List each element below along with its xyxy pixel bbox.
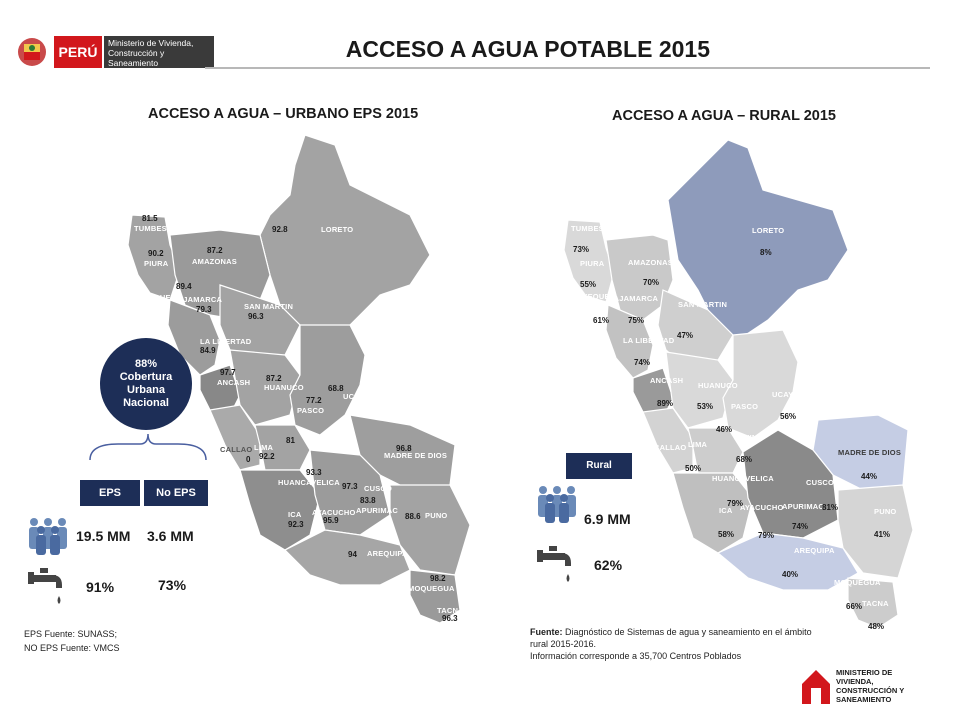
rural-label-la-libertad: LA LIBERTAD (623, 336, 675, 345)
footer-line-4: SANEAMIENTO (836, 695, 892, 704)
value-moquegua: 98.2 (430, 574, 446, 583)
value-huanuco: 87.2 (266, 374, 282, 383)
label-ancash: ANCASH (217, 378, 251, 387)
rural-value-ucayali: 56% (780, 412, 797, 421)
noeps-label: No EPS (144, 480, 208, 506)
rural-label-pasco: PASCO (731, 402, 759, 411)
rural-label-cajamarca: CAJAMARCA (608, 294, 659, 303)
label-junin: JUNIN (306, 436, 330, 445)
rural-value-san-martin: 47% (677, 331, 694, 340)
rural-label-huancavelica: HUANCAVELICA (712, 474, 774, 483)
label-cusco: CUSCO (364, 484, 393, 493)
rural-label-junin: JUNIN (734, 433, 758, 442)
noeps-population: 3.6 MM (147, 528, 194, 544)
rural-value-ancash: 89% (657, 399, 674, 408)
rural-label-apurimac: APURIMAC (782, 502, 825, 511)
rural-label-huanuco: HUANUCO (698, 381, 738, 390)
rural-population: 6.9 MM (584, 511, 631, 527)
rural-label-tumbes: TUMBES (571, 224, 604, 233)
value-amazonas: 87.2 (207, 246, 223, 255)
label-callao: CALLAO (220, 445, 253, 454)
value-callao: 0 (246, 455, 251, 464)
rural-label-arequipa: AREQUIPA (794, 546, 835, 555)
urban-coverage-circle (100, 338, 192, 430)
label-amazonas: AMAZONAS (192, 257, 237, 266)
rural-label-lambayeque: LAMBAYEQUE (555, 292, 610, 301)
label-tumbes: TUMBES (134, 224, 167, 233)
label-huanuco: HUANUCO (264, 383, 304, 392)
footer-line-1: MINISTERIO DE (836, 668, 893, 677)
label-lambayeque: LAMBAYEQUE (116, 293, 171, 302)
urban-source-1: EPS Fuente: SUNASS; (24, 629, 118, 639)
label-moquegua: MOQUEGUA (408, 584, 455, 593)
peru-logo-text: PERÚ (54, 36, 102, 68)
rural-label-ancash: ANCASH (650, 376, 684, 385)
rural-water-tap-icon (537, 544, 577, 586)
brace-icon (88, 432, 208, 462)
rural-value-tacna: 48% (868, 622, 885, 631)
label-la-libertad: LA LIBERTAD (200, 337, 252, 346)
rural-people-icon (533, 484, 581, 524)
rural-value-ica: 58% (718, 530, 735, 539)
value-ica: 92.3 (288, 520, 304, 529)
rural-title: ACCESO A AGUA – RURAL 2015 (612, 108, 836, 124)
label-arequipa: AREQUIPA (367, 549, 408, 558)
rural-label-puno: PUNO (874, 507, 897, 516)
label-apurimac: APURIMAC (356, 506, 399, 515)
rural-value-cajamarca: 75% (628, 316, 645, 325)
rural-label-moquegua: MOQUEGUA (834, 578, 881, 587)
rural-value-madre-de-dios: 44% (861, 472, 878, 481)
value-tacna: 96.3 (442, 614, 458, 623)
rural-access-pct: 62% (594, 557, 623, 573)
rural-value-lambayeque: 61% (593, 316, 610, 325)
rural-source-note: Información corresponde a 35,700 Centros Poblados (530, 651, 742, 661)
value-pasco: 77.2 (306, 396, 322, 405)
people-icon (24, 516, 72, 556)
water-tap-icon (28, 566, 68, 608)
value-apurimac: 83.8 (360, 496, 376, 505)
rural-value-la-libertad: 74% (634, 358, 651, 367)
rural-label-piura: PIURA (580, 259, 605, 268)
eps-label: EPS (80, 480, 140, 506)
rural-tag: Rural (566, 453, 632, 479)
rural-value-pasco: 46% (716, 425, 733, 434)
label-lima: LIMA (254, 443, 274, 452)
label-san-martin: SAN MARTIN (244, 302, 294, 311)
rural-source (530, 626, 820, 662)
rural-value-puno: 41% (874, 530, 891, 539)
urban-title: ACCESO A AGUA – URBANO EPS 2015 (148, 106, 419, 122)
rural-label-san-martin: SAN MARTIN (678, 300, 728, 309)
rural-south-central-region (673, 473, 753, 553)
rural-value-arequipa: 40% (782, 570, 799, 579)
footer-ministry-logo (836, 668, 904, 704)
value-lambayeque: 89.4 (176, 282, 192, 291)
label-loreto: LORETO (321, 225, 354, 234)
rural-label-callao: CALLAO (654, 443, 687, 452)
label-ica: ICA (288, 510, 302, 519)
value-loreto: 92.8 (272, 225, 288, 234)
value-san-martin: 96.3 (248, 312, 264, 321)
rural-value-loreto: 8% (760, 248, 772, 257)
rural-label-loreto: LORETO (752, 226, 785, 235)
label-puno: PUNO (425, 511, 448, 520)
value-ancash: 97.7 (220, 368, 236, 377)
rural-value-junin: 68% (736, 455, 753, 464)
rural-value-piura: 55% (580, 280, 597, 289)
label-pasco: PASCO (297, 406, 325, 415)
rural-label-ica: ICA (719, 506, 733, 515)
noeps-access-pct: 73% (158, 577, 187, 593)
footer-line-3: CONSTRUCCIÓN Y (836, 686, 905, 695)
rural-value-cusco: 81% (822, 503, 839, 512)
value-cusco: 97.3 (342, 482, 358, 491)
rural-value-apurimac: 74% (792, 522, 809, 531)
rural-value-amazonas: 70% (643, 278, 660, 287)
page-title: ACCESO A AGUA POTABLE 2015 (345, 36, 710, 62)
value-la-libertad: 84.9 (200, 346, 216, 355)
label-ayacucho: AYACUCHO (312, 508, 356, 517)
urban-source-2: NO EPS Fuente: VMCS (24, 643, 120, 653)
value-cajamarca: 79.3 (196, 305, 212, 314)
rural-map (548, 130, 928, 630)
label-huancavelica: HUANCAVELICA (278, 478, 340, 487)
rural-value-ayacucho: 79% (758, 531, 775, 540)
rural-value-huancavelica: 79% (727, 499, 744, 508)
title-divider (205, 67, 930, 69)
rural-label-ucayali: UCAYALI (772, 390, 806, 399)
urban-coverage-text: Cobertura Urbana Nacional (119, 371, 173, 409)
label-tacna: TACNA (437, 606, 464, 615)
rural-value-lima: 50% (685, 464, 702, 473)
value-piura: 90.2 (148, 249, 164, 258)
eps-access-pct: 91% (86, 579, 115, 595)
eps-population: 19.5 MM (76, 528, 131, 544)
rural-value-huanuco: 53% (697, 402, 714, 411)
rural-label-cusco: CUSCO (806, 478, 835, 487)
value-ayacucho: 95.9 (323, 516, 339, 525)
rural-value-moquegua: 66% (846, 602, 863, 611)
rural-label-amazonas: AMAZONAS (628, 258, 673, 267)
value-tumbes: 81.5 (142, 214, 158, 223)
label-piura: PIURA (144, 259, 169, 268)
value-ucayali: 68.8 (328, 384, 344, 393)
value-huancavelica: 93.3 (306, 468, 322, 477)
ministry-logo-text: Ministerio de Vivienda, Construcción y Saneamiento (104, 36, 214, 68)
value-lima: 92.2 (259, 452, 275, 461)
rural-source-label: Fuente: (530, 627, 563, 637)
label-madre-de-dios: MADRE DE DIOS (384, 451, 448, 460)
rural-label-ayacucho: AYACUCHO (740, 503, 784, 512)
label-cajamarca: CAJAMARCA (172, 295, 223, 304)
rural-label-madre-de-dios: MADRE DE DIOS (838, 448, 902, 457)
value-puno: 88.6 (405, 512, 421, 521)
value-madre-de-dios: 96.8 (396, 444, 412, 453)
rural-label-lima: LIMA (688, 440, 708, 449)
rural-value-tumbes: 73% (573, 245, 590, 254)
value-junin: 81 (286, 436, 295, 445)
label-ucayali: UCAYALI (343, 392, 377, 401)
ministry-house-icon (800, 668, 832, 706)
footer-line-2: VIVIENDA, (836, 677, 874, 686)
rural-source-text: Diagnóstico de Sistemas de agua y saneamiento en el ámbito rural 2015-2016. (530, 627, 812, 649)
rural-label-tacna: TACNA (862, 599, 889, 608)
urban-coverage-pct: 88% (134, 358, 158, 370)
value-arequipa: 94 (348, 550, 357, 559)
